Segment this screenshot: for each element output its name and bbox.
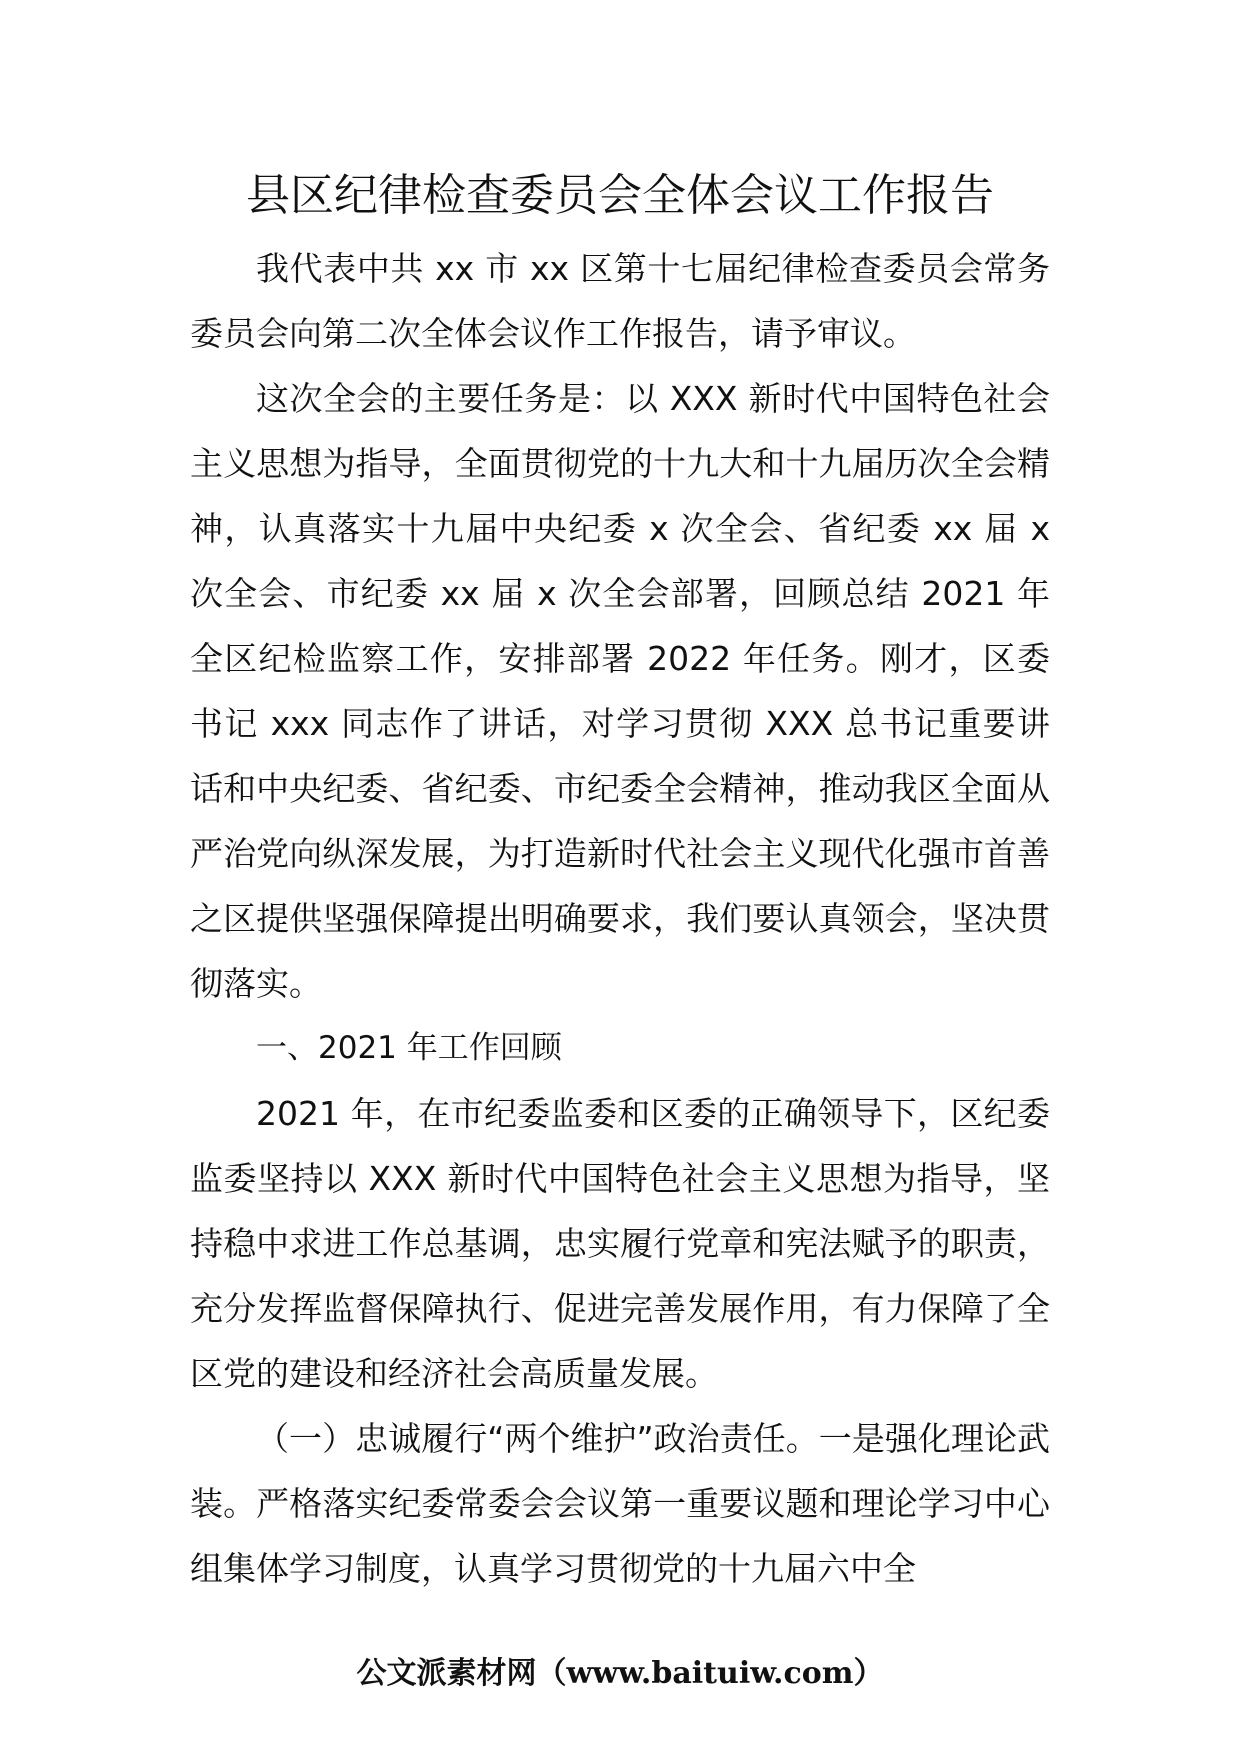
paragraph-intro: 我代表中共 xx 市 xx 区第十七届纪律检查委员会常务委员会向第二次全体会议作工作报告，请予审议。	[190, 249, 1050, 353]
section-heading-review: 一、2021 年工作回顾	[256, 1030, 562, 1066]
footer-watermark: 公文派素材网（www.baituiw.com）	[356, 1656, 884, 1691]
document-body	[190, 236, 1050, 1601]
paragraph-2021-summary: 2021 年，在市纪委监委和区委的正确领导下，区纪委监委坚持以 XXX 新时代中国特色社会主义思想为指导，坚持稳中求进工作总基调，忠实履行党章和宪法赋予的职责，充分发挥监督保障执行、促进完善发展作用，有力保障了全区党的建设和经济社会高质量发展。	[190, 1094, 1050, 1393]
paragraph-main-tasks: 这次全会的主要任务是：以 XXX 新时代中国特色社会主义思想为指导，全面贯彻党的十九大和十九届历次全会精神，认真落实十九届中央纪委 x 次全会、省纪委 xx 届 x 次全会、市纪委 xx 届 x 次全会部署，回顾总结 2021 年全区纪检监察工作，安排部署 2022 年任务。刚才，区委书记 xxx 同志作了讲话，对学习贯彻 XXX 总书记重要讲话和中央纪委、省纪委、市纪委全会精神，推动我区全面从严治党向纵深发展，为打造新时代社会主义现代化强市首善之区提供坚强保障提出明确要求，我们要认真领会，坚决贯彻落实。	[190, 379, 1050, 1003]
document-title: 县区纪律检查委员会全体会议工作报告	[246, 170, 994, 221]
paragraph-section-one: （一）忠诚履行“两个维护”政治责任。一是强化理论武装。严格落实纪委常委会会议第一重要议题和理论学习中心组集体学习制度，认真学习贯彻党的十九届六中全	[190, 1419, 1050, 1588]
